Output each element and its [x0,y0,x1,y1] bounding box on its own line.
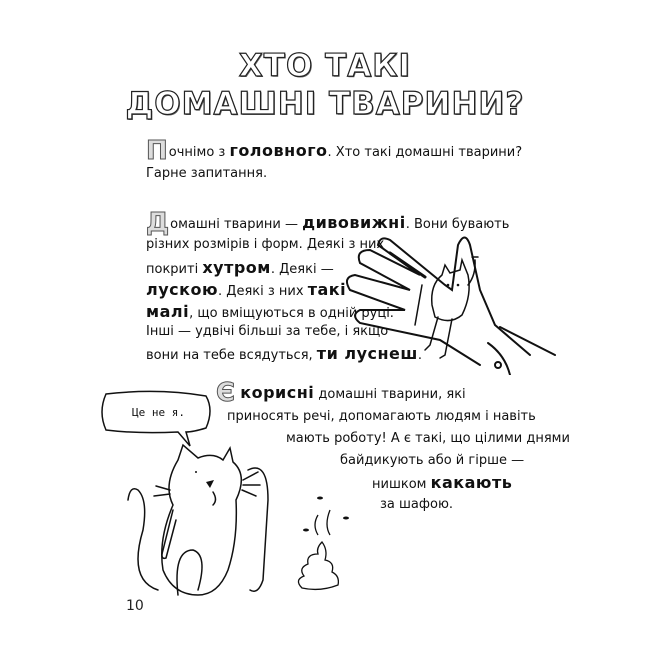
title-line-1: ХТО ТАКІ [238,48,412,84]
title-line-2: ДОМАШНІ ТВАРИНИ? [125,86,525,122]
drop-cap: Д [146,208,170,238]
speech-bubble-text: Це не я. [132,406,185,419]
cat-illustration [118,440,278,600]
page-number: 10 [126,598,144,614]
drop-cap: П [146,136,168,166]
hand-with-cat-illustration [330,215,560,375]
drop-cap: Є [216,378,236,408]
poop-illustration [290,480,370,595]
